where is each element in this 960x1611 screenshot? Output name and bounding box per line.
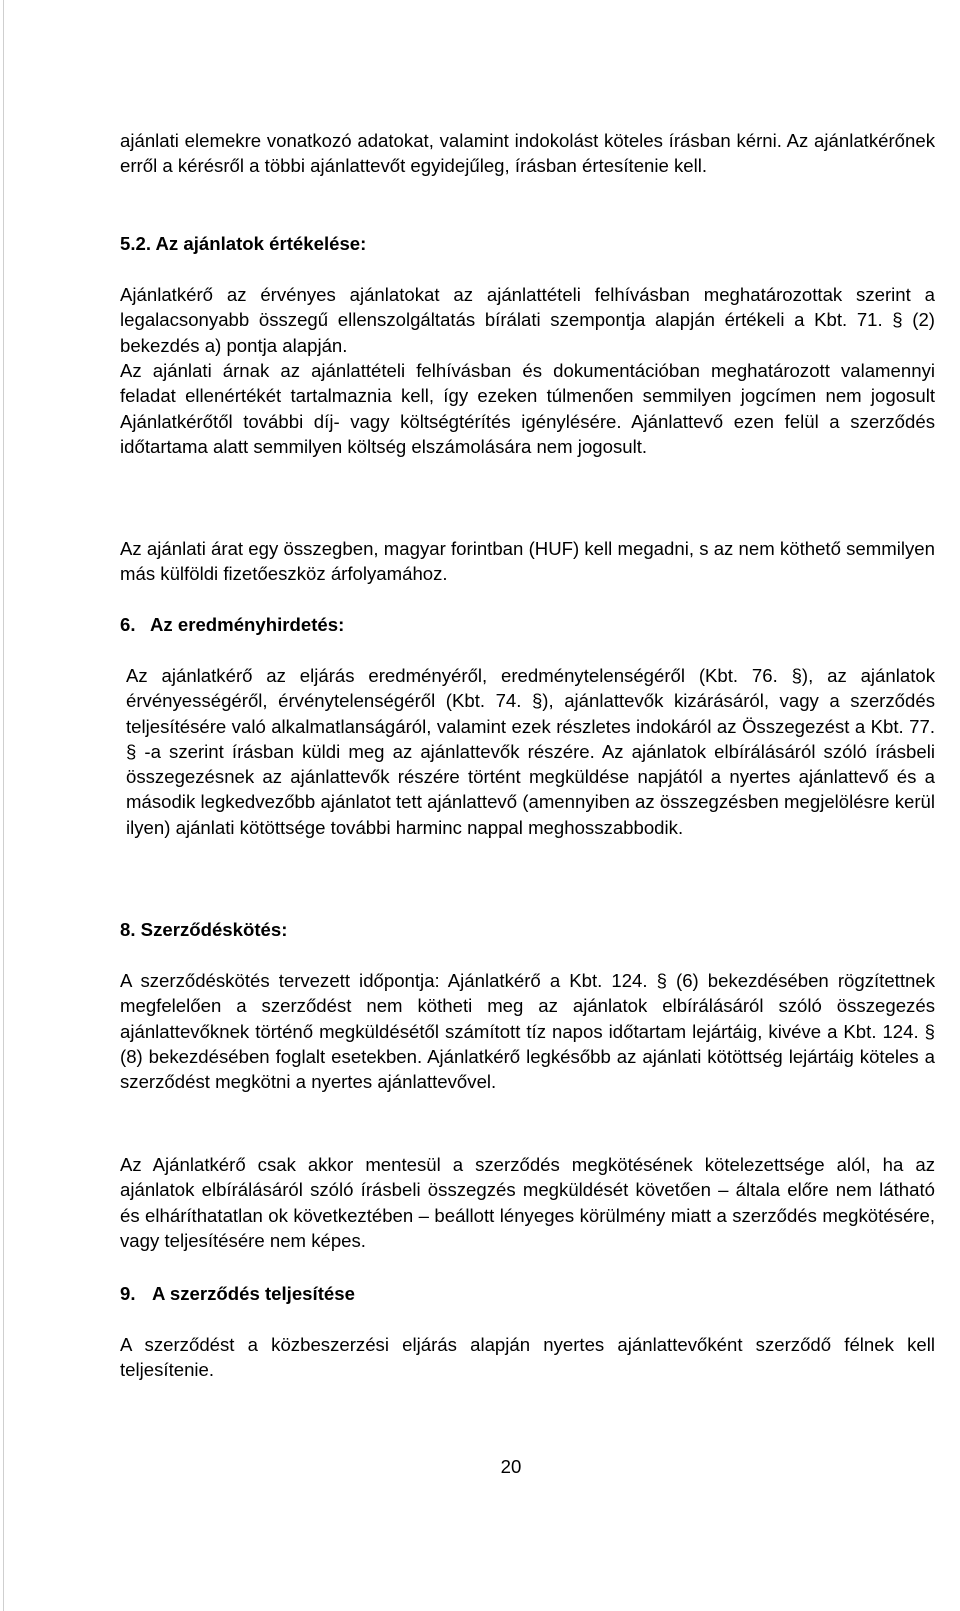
heading-6-text: Az eredményhirdetés: <box>150 614 345 635</box>
page-edge <box>3 0 4 1611</box>
page-number: 20 <box>500 1456 522 1477</box>
heading-9-number: 9. <box>120 1283 136 1304</box>
paragraph-8-contract-date: A szerződéskötés tervezett időpontja: Ajánlatkérő a Kbt. 124. § (6) bekezdésében rögzítettnek megfelelően a szerződést nem kötheti meg az ajánlatok elbírálásáról szóló összegezés ajánlattevőknek történő megküldésétől számított tíz napos időtartam lejártáig, kivéve a Kbt. 124. § (8) bekezdésében foglalt esetekben. Ajánlatkérő legkésőbb az ajánlati kötöttség lejártáig köteles a szerződést megkötni a nyertes ajánlattevővel. <box>120 970 935 1093</box>
heading-6-number: 6. <box>120 614 136 635</box>
paragraph-8-exemption: Az Ajánlatkérő csak akkor mentesül a szerződés megkötésének kötelezettsége alól, ha az ajánlatok elbírálásáról szóló írásbeli összegzés megküldését követően – általa előre nem látható és elháríthatatlan ok következtében – beállott lényeges körülmény miatt a szerződés megkötésére, vagy teljesítésére nem képes. <box>120 1154 935 1251</box>
paragraph-5-2-evaluation: Ajánlatkérő az érvényes ajánlatokat az ajánlattételi felhívásban meghatározottak szerint a legalacsonyabb összegű ellenszolgáltatás bírálati szempontja alapján értékeli a Kbt. 71. § (2) bekezdés a) pontja alapján. <box>120 284 935 356</box>
paragraph-5-2-currency: Az ajánlati árat egy összegben, magyar forintban (HUF) kell megadni, s az nem köthető semmilyen más külföldi fizetőeszköz árfolyamához. <box>120 538 935 585</box>
heading-9 <box>120 1281 355 1306</box>
paragraph-6-results: Az ajánlatkérő az eljárás eredményéről, eredménytelenségéről (Kbt. 76. §), az ajánlatok érvényességéről, érvénytelenségéről (Kbt. 74. §), ajánlattevők kizárásáról, vagy a szerződés teljesítésére való alkalmatlanságáról, valamint ezek részletes indokáról az Összegezést a Kbt. 77. § -a szerint írásban küldi meg az ajánlattevők részére. Az ajánlatok elbírálásáról szóló írásbeli összegezésnek az ajánlattevők részére történt megküldése napjától a nyertes ajánlattevő és a második legkedvezőbb ajánlatot tett ajánlattevő (amennyiben az összegzésben megjelölésre kerül ilyen) ajánlati kötöttsége további harminc nappal meghosszabbodik. <box>126 665 935 838</box>
heading-6 <box>120 612 344 637</box>
heading-9-text: A szerződés teljesítése <box>152 1283 355 1304</box>
heading-8: 8. Szerződéskötés: <box>120 919 288 940</box>
heading-5-2: 5.2. Az ajánlatok értékelése: <box>120 233 367 254</box>
paragraph-intro: ajánlati elemekre vonatkozó adatokat, valamint indokolást köteles írásban kérni. Az ajánlatkérőnek erről a kérésről a többi ajánlattevőt egyidejűleg, írásban értesítenie kell. <box>120 130 935 177</box>
paragraph-5-2-price-content: Az ajánlati árnak az ajánlattételi felhívásban és dokumentációban meghatározott valamennyi feladat ellenértékét tartalmaznia kell, így ezeken túlmenően semmilyen jogcímen nem jogosult Ajánlatkérőtől további díj- vagy költségtérítés igénylésére. Ajánlattevő ezen felül a szerződés időtartama alatt semmilyen költség elszámolására nem jogosult. <box>120 360 935 457</box>
paragraph-9-performance: A szerződést a közbeszerzési eljárás alapján nyertes ajánlattevőként szerződő félnek kell teljesítenie. <box>120 1334 935 1381</box>
